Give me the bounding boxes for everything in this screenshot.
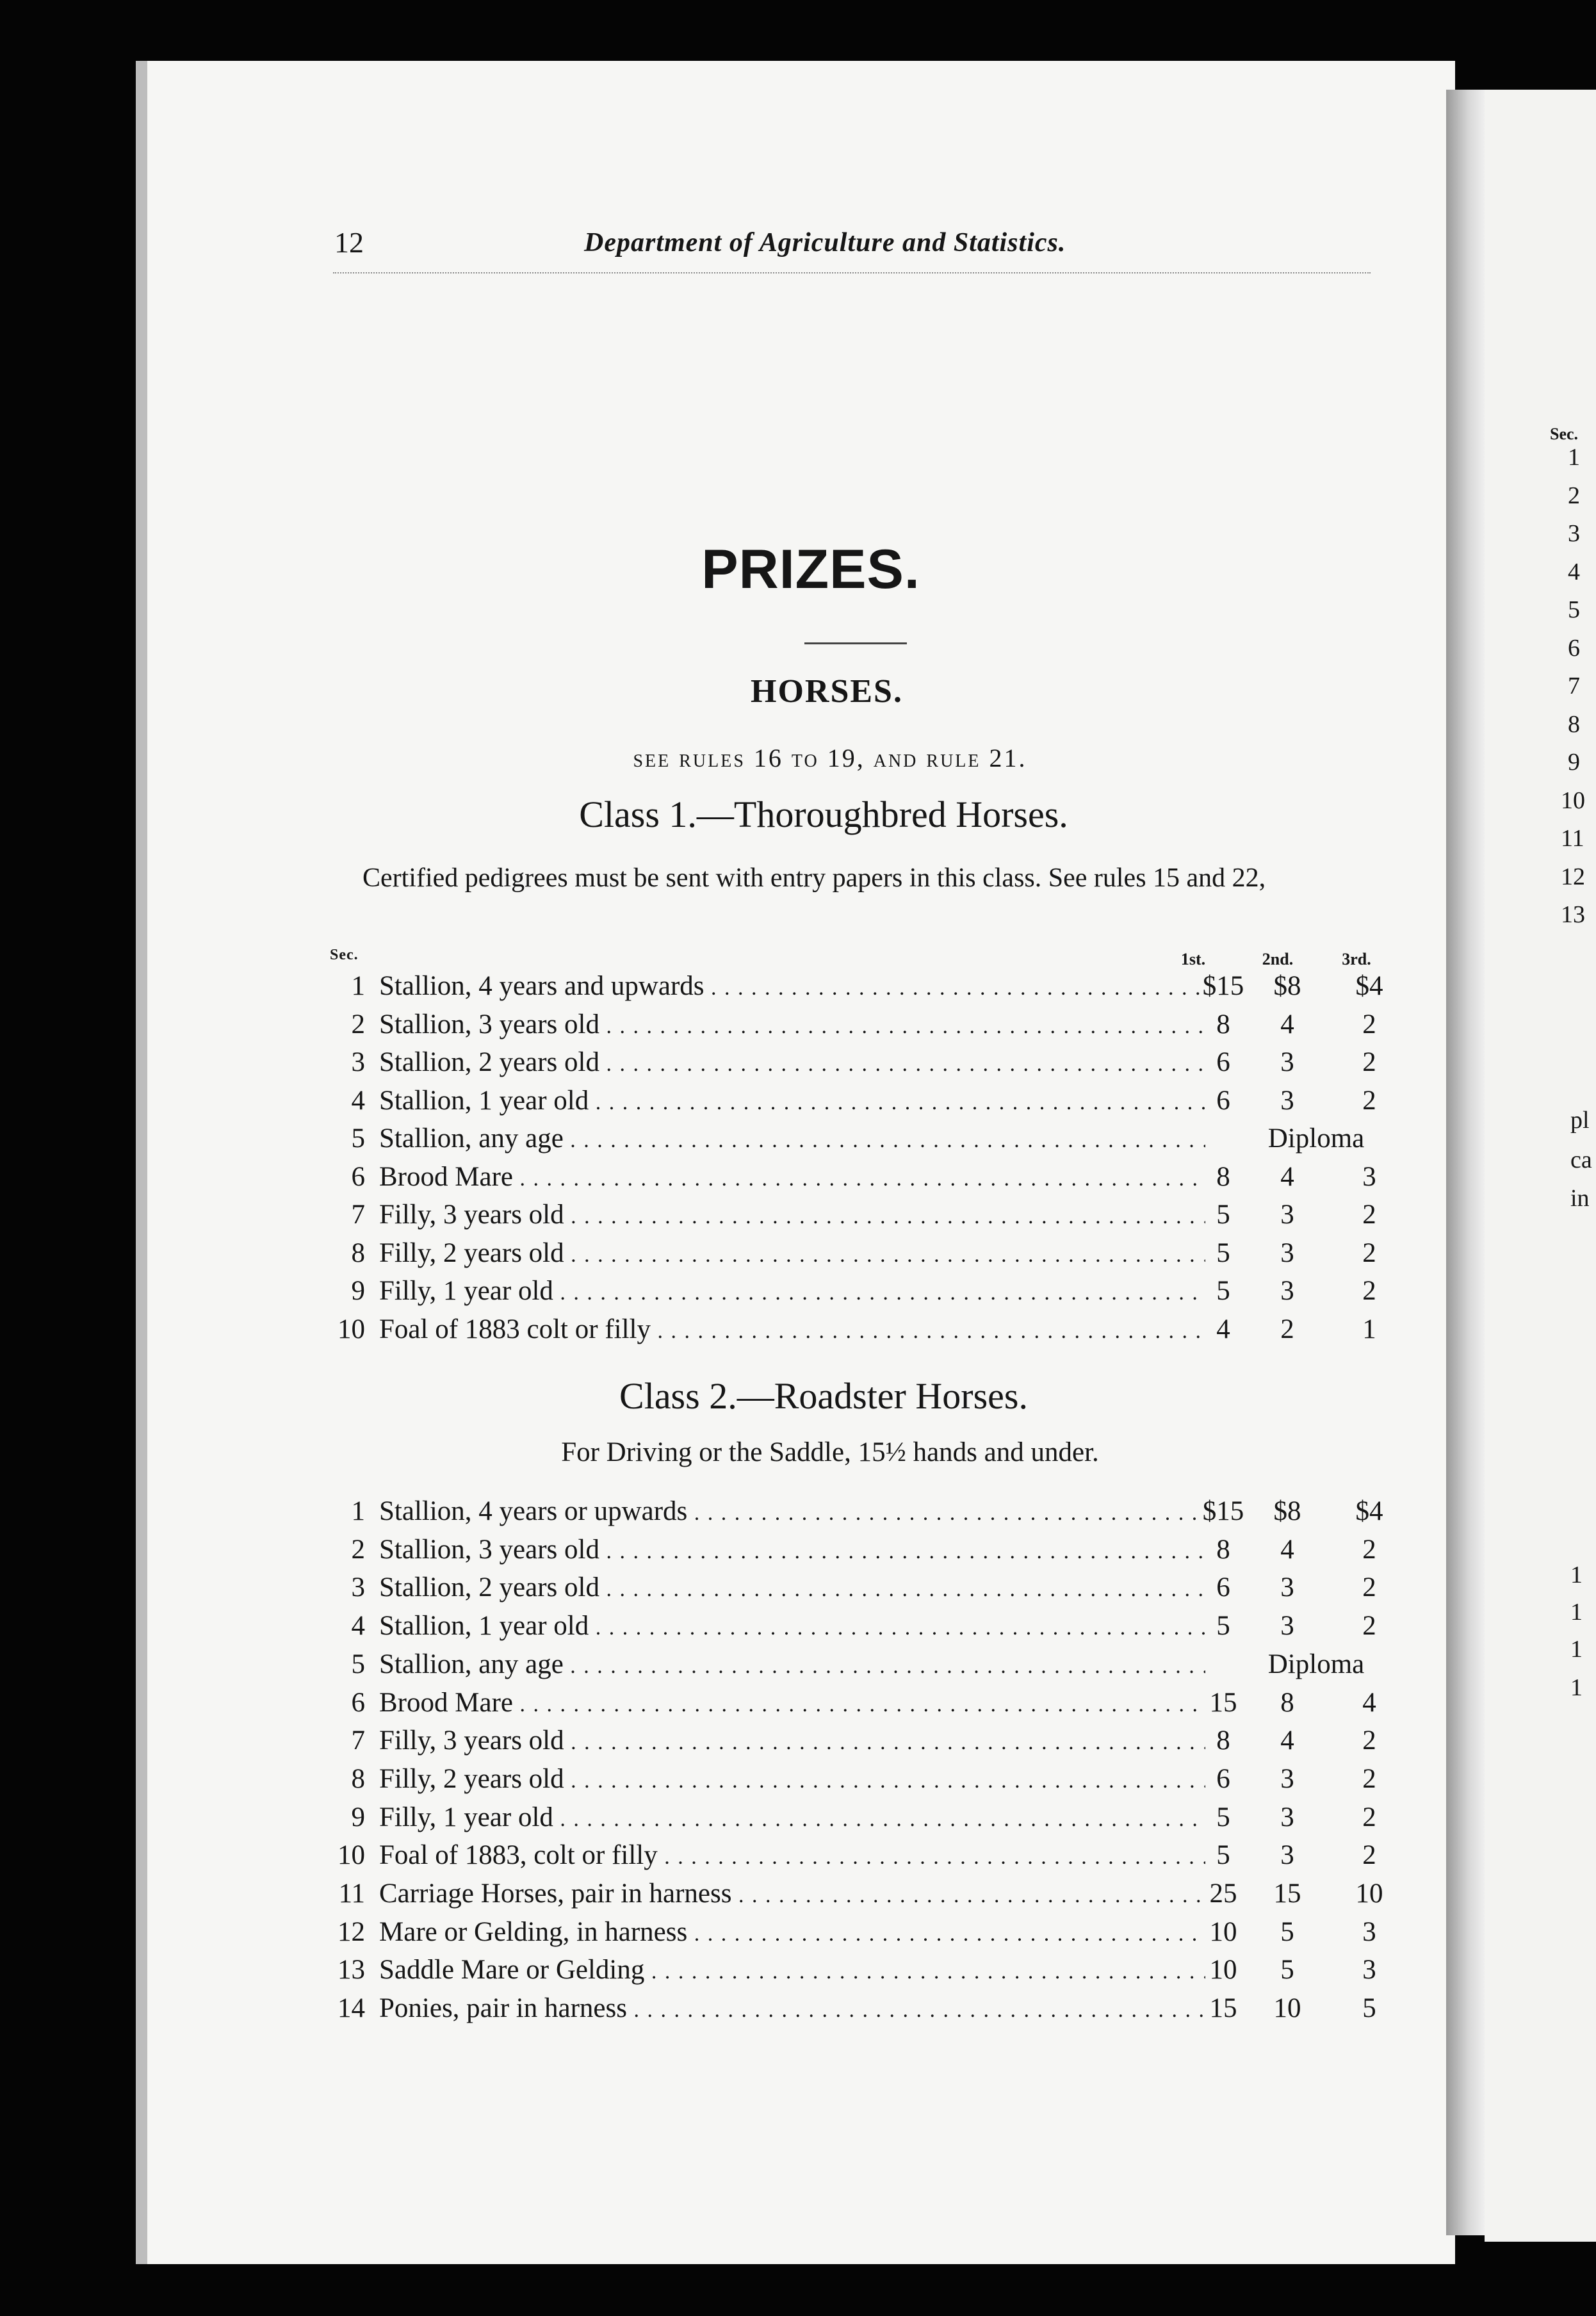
facing-sec-number: 2 [1568, 482, 1580, 509]
row-prize-1st: 25 [1209, 1879, 1237, 1909]
row-prize-2nd: 3 [1280, 1047, 1294, 1077]
row-prize-2nd: 3 [1280, 1572, 1294, 1603]
row-sec-number: 5 [351, 1649, 365, 1679]
row-entry-name: Carriage Horses, pair in harness . . . [379, 1875, 1205, 1915]
row-diploma: Diploma [1267, 1649, 1365, 1679]
row-prize-2nd: 5 [1280, 1955, 1294, 1986]
row-sec-number: 12 [338, 1916, 365, 1947]
facing-text-fragment: ca [1570, 1146, 1592, 1173]
row-prize-1st: 6 [1216, 1763, 1230, 1794]
row-prize-1st: $15 [1202, 1496, 1244, 1526]
row-prize-2nd: 4 [1280, 1725, 1294, 1756]
facing-text-fragment: 1 [1570, 1636, 1583, 1663]
row-prize-3rd: 2 [1362, 1611, 1376, 1642]
row-prize-2nd: 3 [1280, 1237, 1294, 1268]
row-entry-name: Stallion, 1 year old . . . [379, 1607, 1205, 1647]
row-prize-2nd: 3 [1280, 1611, 1294, 1642]
row-sec-number: 2 [351, 1009, 365, 1040]
table-row [333, 1272, 1383, 1310]
row-entry-name: Filly, 2 years old . . . [379, 1760, 1205, 1800]
row-prize-3rd: 2 [1362, 1840, 1376, 1871]
row-prize-1st: 8 [1216, 1161, 1230, 1192]
row-entry-name: Stallion, any age . . . [379, 1120, 1205, 1160]
row-prize-1st: 8 [1216, 1534, 1230, 1565]
running-title: Department of Agriculture and Statistics. [584, 228, 1066, 257]
row-prize-2nd: $8 [1273, 971, 1301, 1001]
table-row [333, 1645, 1383, 1684]
row-sec-number: 9 [351, 1802, 365, 1832]
row-sec-number: 1 [351, 971, 365, 1001]
facing-sec-number: 10 [1561, 787, 1585, 814]
page-number: 12 [334, 226, 364, 259]
row-prize-3rd: 2 [1362, 1572, 1376, 1603]
row-prize-3rd: 2 [1362, 1276, 1376, 1306]
row-prize-1st: 5 [1216, 1237, 1230, 1268]
facing-sec-label: Sec. [1550, 425, 1579, 443]
row-prize-3rd: 3 [1362, 1916, 1376, 1947]
row-prize-1st: 6 [1216, 1047, 1230, 1077]
row-prize-2nd: 3 [1280, 1200, 1294, 1230]
row-prize-1st: 10 [1209, 1916, 1237, 1947]
row-prize-1st: 4 [1216, 1314, 1230, 1344]
facing-text-fragment: 1 [1570, 1562, 1583, 1588]
row-entry-name: Foal of 1883 colt or filly . . . [379, 1310, 1205, 1351]
row-sec-number: 4 [351, 1611, 365, 1642]
col-head-3rd: 3rd. [1342, 950, 1371, 968]
facing-sec-number: 5 [1568, 596, 1580, 623]
table-row [333, 1875, 1383, 1913]
class-1-note: Certified pedigrees must be sent with entry papers in this class. See rules 15 and 22, [362, 863, 1266, 893]
row-entry-name: Brood Mare . . . [379, 1684, 1205, 1724]
row-prize-3rd: 2 [1362, 1047, 1376, 1077]
row-prize-2nd: 5 [1280, 1916, 1294, 1947]
row-prize-3rd: 2 [1362, 1200, 1376, 1230]
table-row [333, 967, 1383, 1006]
row-prize-3rd: 1 [1362, 1314, 1376, 1344]
row-prize-3rd: 2 [1362, 1237, 1376, 1268]
row-prize-2nd: 4 [1280, 1161, 1294, 1192]
facing-sec-number: 7 [1568, 673, 1580, 699]
row-prize-1st: 8 [1216, 1725, 1230, 1756]
row-entry-name: Filly, 3 years old . . . [379, 1196, 1205, 1236]
facing-text-fragment: 1 [1570, 1599, 1583, 1626]
row-prize-3rd: 10 [1355, 1879, 1383, 1909]
row-entry-name: Saddle Mare or Gelding . . . [379, 1951, 1205, 1991]
row-prize-3rd: $4 [1355, 971, 1383, 1001]
row-entry-name: Filly, 2 years old . . . [379, 1234, 1205, 1275]
row-prize-3rd: $4 [1355, 1496, 1383, 1526]
row-prize-2nd: 3 [1280, 1085, 1294, 1116]
table-row [333, 1043, 1383, 1082]
row-prize-3rd: 2 [1362, 1534, 1376, 1565]
row-sec-number: 10 [338, 1840, 365, 1871]
facing-text-fragment: 1 [1570, 1674, 1583, 1701]
row-prize-3rd: 2 [1362, 1802, 1376, 1832]
sec-column-label: Sec. [330, 947, 359, 963]
table-row [333, 1310, 1383, 1349]
class-1-title: Class 1.—Thoroughbred Horses. [579, 794, 1068, 835]
facing-sec-number: 13 [1561, 901, 1585, 928]
class-2-subtitle: For Driving or the Saddle, 15½ hands and under. [561, 1437, 1099, 1467]
row-sec-number: 5 [351, 1123, 365, 1154]
row-prize-3rd: 3 [1362, 1161, 1376, 1192]
row-prize-2nd: 4 [1280, 1009, 1294, 1040]
row-entry-name: Stallion, 2 years old . . . [379, 1569, 1205, 1609]
table-row [333, 1158, 1383, 1196]
table-row [333, 1760, 1383, 1798]
book-gutter [1446, 90, 1485, 2235]
row-prize-1st: 5 [1216, 1200, 1230, 1230]
row-prize-1st: 6 [1216, 1085, 1230, 1116]
row-prize-2nd: 10 [1273, 1993, 1301, 2024]
row-entry-name: Stallion, any age . . . [379, 1645, 1205, 1686]
row-prize-3rd: 2 [1362, 1085, 1376, 1116]
row-prize-1st: 5 [1216, 1611, 1230, 1642]
row-sec-number: 7 [351, 1200, 365, 1230]
row-entry-name: Filly, 1 year old . . . [379, 1272, 1205, 1312]
row-diploma: Diploma [1267, 1123, 1365, 1154]
facing-sec-number: 6 [1568, 634, 1580, 662]
row-prize-1st: 8 [1216, 1009, 1230, 1040]
header-divider [333, 272, 1371, 273]
row-prize-1st: 10 [1209, 1955, 1237, 1986]
row-prize-1st: 5 [1216, 1276, 1230, 1306]
table-row [333, 1913, 1383, 1952]
row-prize-3rd: 2 [1362, 1763, 1376, 1794]
row-prize-1st: 6 [1216, 1572, 1230, 1603]
row-prize-2nd: 3 [1280, 1840, 1294, 1871]
facing-sec-number: 4 [1568, 558, 1580, 585]
row-prize-1st: $15 [1202, 971, 1244, 1001]
row-sec-number: 10 [338, 1314, 365, 1344]
table-row [333, 1006, 1383, 1044]
row-prize-3rd: 3 [1362, 1955, 1376, 1986]
row-sec-number: 3 [351, 1047, 365, 1077]
table-row [333, 1607, 1383, 1645]
class-2-title: Class 2.—Roadster Horses. [619, 1375, 1028, 1417]
row-prize-2nd: 4 [1280, 1534, 1294, 1565]
row-entry-name: Stallion, 3 years old . . . [379, 1531, 1205, 1571]
row-sec-number: 6 [351, 1687, 365, 1718]
row-prize-2nd: 2 [1280, 1314, 1294, 1344]
col-head-1st: 1st. [1180, 950, 1206, 968]
row-sec-number: 9 [351, 1276, 365, 1306]
row-entry-name: Filly, 1 year old . . . [379, 1798, 1205, 1839]
row-entry-name: Mare or Gelding, in harness . . . [379, 1913, 1205, 1953]
row-prize-3rd: 2 [1362, 1009, 1376, 1040]
row-sec-number: 3 [351, 1572, 365, 1603]
table-row [333, 1234, 1383, 1273]
facing-text-fragment: in [1570, 1185, 1590, 1212]
row-sec-number: 13 [338, 1955, 365, 1986]
facing-sec-number: 1 [1568, 444, 1580, 471]
table-row [333, 1531, 1383, 1569]
facing-text-fragment: pl [1570, 1107, 1590, 1134]
col-head-2nd: 2nd. [1262, 950, 1294, 968]
facing-sec-number: 9 [1568, 749, 1580, 776]
row-prize-1st: 15 [1209, 1993, 1237, 2024]
table-row [333, 1798, 1383, 1837]
row-sec-number: 11 [338, 1879, 365, 1909]
row-entry-name: Stallion, 3 years old . . . [379, 1006, 1205, 1046]
table-row [333, 1951, 1383, 1989]
table-row [333, 1492, 1383, 1531]
facing-sec-number: 3 [1568, 520, 1580, 547]
row-entry-name: Stallion, 1 year old . . . [379, 1082, 1205, 1122]
title-divider [804, 642, 907, 644]
table-row [333, 1684, 1383, 1722]
row-prize-2nd: 3 [1280, 1802, 1294, 1832]
table-row [333, 1196, 1383, 1234]
row-prize-2nd: 3 [1280, 1276, 1294, 1306]
row-sec-number: 8 [351, 1763, 365, 1794]
row-sec-number: 7 [351, 1725, 365, 1756]
row-prize-3rd: 5 [1362, 1993, 1376, 2024]
table-row [333, 1836, 1383, 1875]
table-row [333, 1722, 1383, 1760]
facing-sec-number: 8 [1568, 710, 1580, 738]
row-sec-number: 1 [351, 1496, 365, 1526]
section-title: HORSES. [751, 673, 903, 710]
rules-reference: see rules 16 to 19, and rule 21. [633, 744, 1027, 772]
row-prize-3rd: 4 [1362, 1687, 1376, 1718]
row-prize-2nd: 15 [1273, 1879, 1301, 1909]
row-sec-number: 14 [338, 1993, 365, 2024]
row-prize-1st: 5 [1216, 1802, 1230, 1832]
row-entry-name: Filly, 3 years old . . . [379, 1722, 1205, 1762]
row-prize-1st: 5 [1216, 1840, 1230, 1871]
row-sec-number: 6 [351, 1161, 365, 1192]
table-row [333, 1120, 1383, 1158]
row-prize-2nd: $8 [1273, 1496, 1301, 1526]
row-entry-name: Ponies, pair in harness . . . [379, 1989, 1205, 2030]
row-sec-number: 4 [351, 1085, 365, 1116]
page-title: PRIZES. [701, 539, 920, 600]
row-prize-1st: 15 [1209, 1687, 1237, 1718]
row-sec-number: 8 [351, 1237, 365, 1268]
table-row [333, 1082, 1383, 1120]
row-entry-name: Foal of 1883, colt or filly . . . [379, 1836, 1205, 1877]
table-row [333, 1569, 1383, 1607]
row-prize-2nd: 8 [1280, 1687, 1294, 1718]
row-entry-name: Brood Mare . . . [379, 1158, 1205, 1198]
row-entry-name: Stallion, 2 years old . . . [379, 1043, 1205, 1084]
facing-sec-number: 12 [1561, 863, 1585, 890]
row-entry-name: Stallion, 4 years and upwards . . . [379, 967, 1205, 1007]
table-row [333, 1989, 1383, 2028]
row-sec-number: 2 [351, 1534, 365, 1565]
facing-sec-number: 11 [1561, 825, 1584, 852]
row-entry-name: Stallion, 4 years or upwards . . . [379, 1492, 1205, 1533]
row-prize-2nd: 3 [1280, 1763, 1294, 1794]
row-prize-3rd: 2 [1362, 1725, 1376, 1756]
